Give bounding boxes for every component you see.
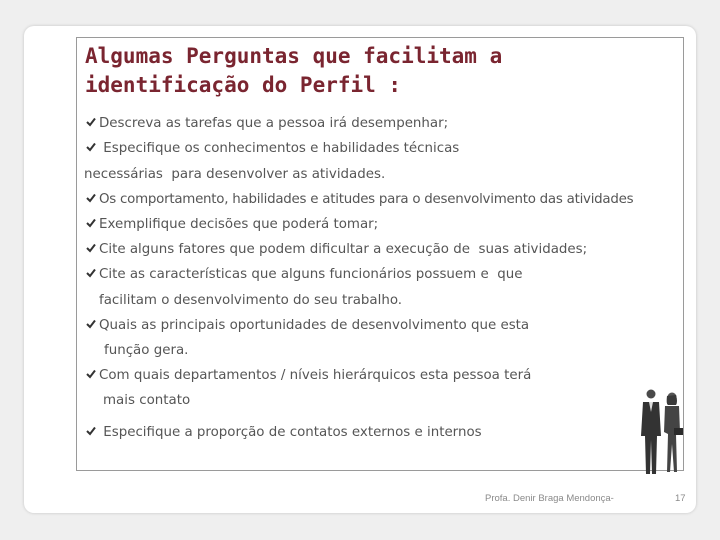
bullet-item: Quais as principais oportunidades de desenvolvimento que esta	[86, 318, 529, 334]
bullet-item: Cite alguns fatores que podem dificultar a execução de suas atividades;	[86, 242, 587, 258]
checkmark-icon	[86, 117, 96, 127]
checkmark-icon	[86, 426, 96, 436]
bullet-item: Especifique os conhecimentos e habilidades técnicas	[86, 141, 459, 157]
business-people-icon	[636, 388, 686, 482]
slide-title	[85, 42, 502, 100]
checkmark-icon	[86, 218, 96, 228]
bullet-item: Descreva as tarefas que a pessoa irá desempenhar;	[86, 116, 448, 132]
bullet-continuation: mais contato	[103, 393, 191, 408]
footer-author: Profa. Denir Braga Mendonça-	[485, 493, 614, 504]
bullet-item: Exemplifique decisões que poderá tomar;	[86, 217, 378, 233]
bullet-item: Cite as características que alguns funcionários possuem e que	[86, 267, 522, 283]
checkmark-icon	[86, 319, 96, 329]
title-line-2: identificação do Perfil :	[85, 73, 402, 97]
bullet-item: Os comportamento, habilidades e atitudes para o desenvolvimento das atividades	[86, 192, 633, 208]
bullet-item: Especifique a proporção de contatos externos e internos	[86, 425, 482, 441]
bullet-continuation: facilitam o desenvolvimento do seu trabalho.	[99, 293, 403, 308]
checkmark-icon	[86, 243, 96, 253]
title-line-1: Algumas Perguntas que facilitam a	[85, 44, 503, 68]
checkmark-icon	[86, 142, 96, 152]
checkmark-icon	[86, 268, 96, 278]
checkmark-icon	[86, 193, 96, 203]
page-number: 17	[675, 493, 686, 504]
checkmark-icon	[86, 369, 96, 379]
bullet-item: Com quais departamentos / níveis hierárquicos esta pessoa terá	[86, 368, 531, 384]
bullet-continuation: função gera.	[104, 343, 189, 358]
bullet-continuation: necessárias para desenvolver as atividades.	[84, 167, 386, 182]
